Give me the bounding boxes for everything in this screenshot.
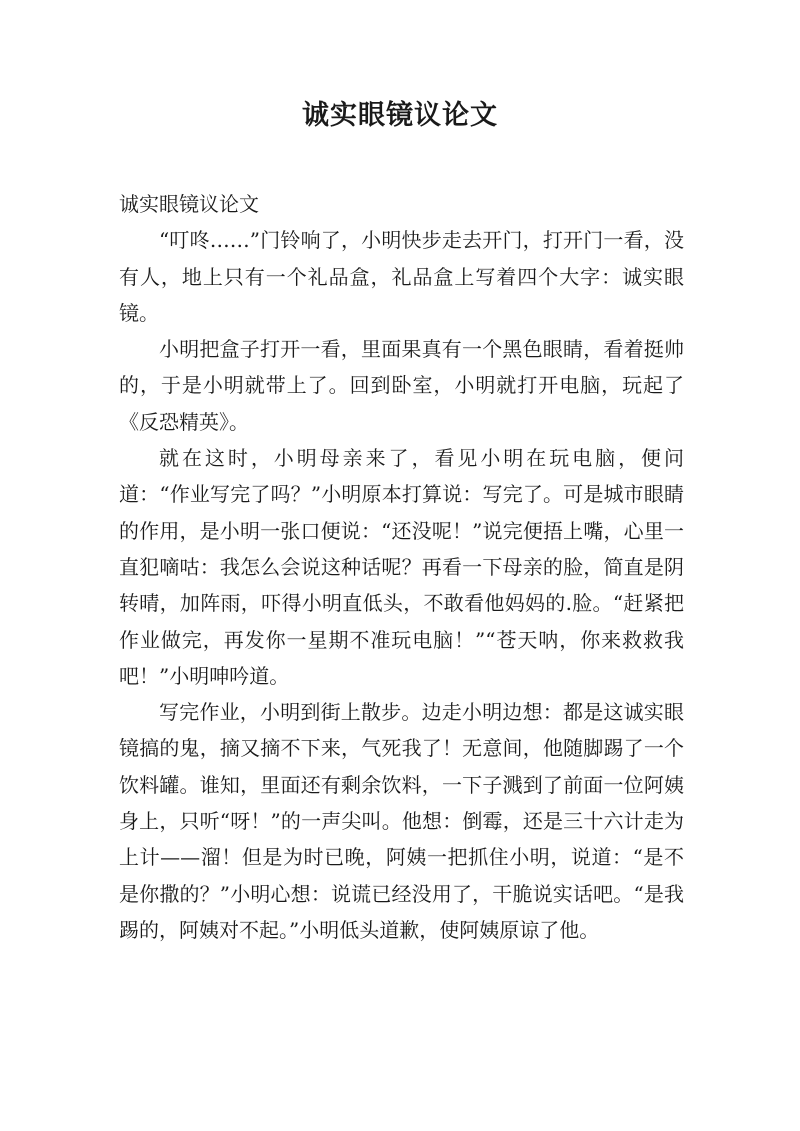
paragraph: “叮咚……”门铃响了，小明快步走去开门，打开门一看，没有人，地上只有一个礼品盒，礼品盒上写着四个大字：诚实眼镜。 [119,228,684,325]
document-title: 诚实眼镜议论文 [302,100,498,131]
paragraph: 写完作业，小明到街上散步。边走小明边想：都是这诚实眼镜搞的鬼，摘又摘不下来，气死我了！无意间，他随脚踢了一个饮料罐。谁知，里面还有剩余饮料，一下子溅到了前面一位阿姨身上，只听“呀！”的一声尖叫。他想：倒霉，还是三十六计走为上计——溜！但是为时已晚，阿姨一把抓住小明，说道：“是不是你撒的？”小明心想：说谎已经没用了，干脆说实话吧。“是我踢的，阿姨对不起。”小明低头道歉，使阿姨原谅了他。 [119,700,684,942]
paragraph: 就在这时，小明母亲来了，看见小明在玩电脑，便问道：“作业写完了吗？”小明原本打算说：写完了。可是城市眼睛的作用，是小明一张口便说：“还没呢！”说完便捂上嘴，心里一直犯嘀咕：我怎么会说这种话呢？再看一下母亲的脸，简直是阴转晴，加阵雨，吓得小明直低头，不敢看他妈妈的.脸。“赶紧把作业做完，再发你一星期不准玩电脑！”“苍天呐，你来救救我吧！”小明呻吟道。 [119,446,684,688]
document-subtitle: 诚实眼镜议论文 [119,192,259,216]
document-body [119,186,684,948]
paragraph: 小明把盒子打开一看，里面果真有一个黑色眼睛，看着挺帅的，于是小明就带上了。回到卧室，小明就打开电脑，玩起了《反恐精英》。 [119,337,684,434]
